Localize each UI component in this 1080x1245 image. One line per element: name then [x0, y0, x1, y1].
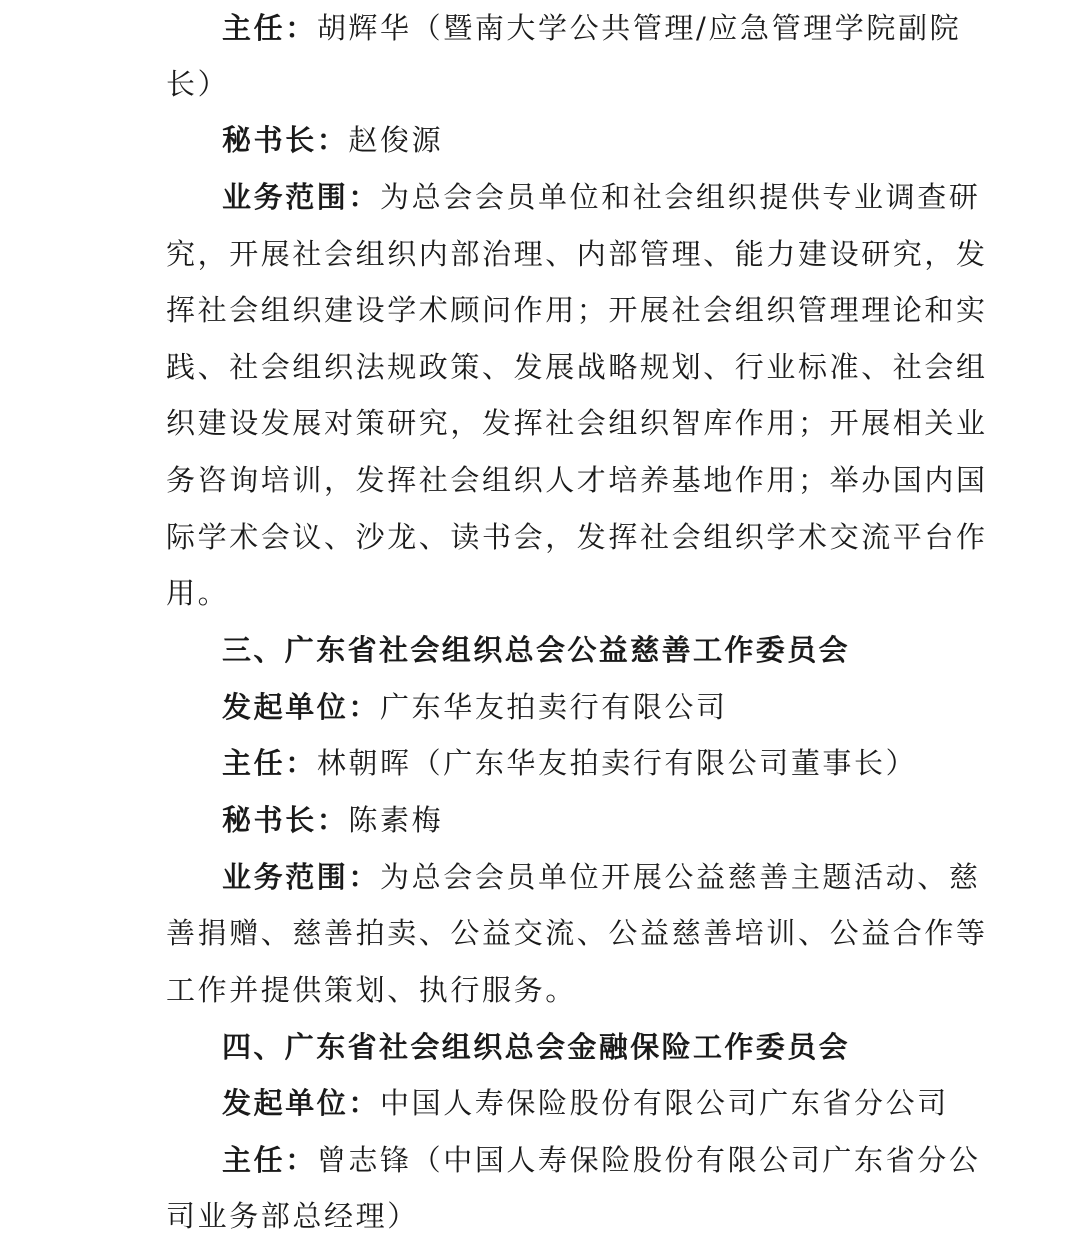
director-label: 主任： [222, 746, 317, 780]
section2-scope-line-6: 务咨询培训，发挥社会组织人才培养基地作用；举办国内国 [166, 463, 988, 497]
section3-heading: 三、广东省社会组织总会公益慈善工作委员会 [222, 633, 851, 667]
scope-label: 业务范围： [222, 180, 381, 214]
section2-secretary-line [222, 111, 926, 169]
secretary-value: 赵俊源 [348, 123, 444, 157]
section3-director-line [222, 734, 926, 792]
section2-scope-line [222, 168, 981, 226]
section4-director-line [222, 1131, 981, 1189]
section2-scope-line-4: 践、社会组织法规政策、发展战略规划、行业标准、社会组 [166, 350, 988, 384]
section4-initiator-line [222, 1074, 949, 1132]
initiator-label: 发起单位： [222, 1086, 381, 1120]
section2-scope-line-8: 用。 [166, 576, 230, 610]
section2-scope-line-2: 究，开展社会组织内部治理、内部管理、能力建设研究，发 [166, 237, 988, 271]
secretary-value: 陈素梅 [348, 803, 444, 837]
director-value: 林朝晖（广东华友拍卖行有限公司董事长） [316, 746, 918, 780]
section2-scope-line-3: 挥社会组织建设学术顾问作用；开展社会组织管理理论和实 [166, 293, 988, 327]
scope-text: 为总会会员单位开展公益慈善主题活动、慈 [380, 860, 981, 894]
section3-scope-line-3: 工作并提供策划、执行服务。 [166, 973, 577, 1007]
director-label: 主任： [222, 1143, 317, 1177]
secretary-label: 秘书长： [222, 803, 349, 837]
section3-scope-line-2: 善捐赠、慈善拍卖、公益交流、公益慈善培训、公益合作等 [166, 916, 988, 950]
section2-director-line-continued: 长） [166, 67, 230, 101]
section3-scope-line [222, 848, 981, 906]
initiator-value: 中国人寿保险股份有限公司广东省分公司 [380, 1086, 949, 1120]
scope-text: 为总会会员单位和社会组织提供专业调查研 [380, 180, 981, 214]
scope-label: 业务范围： [222, 860, 381, 894]
initiator-label: 发起单位： [222, 690, 381, 724]
director-value: 胡辉华（暨南大学公共管理/应急管理学院副院 [316, 11, 962, 45]
director-value: 曾志锋（中国人寿保险股份有限公司广东省分公 [316, 1143, 981, 1177]
section2-scope-line-7: 际学术会议、沙龙、读书会，发挥社会组织学术交流平台作 [166, 520, 988, 554]
section4-director-line-continued: 司业务部总经理） [166, 1199, 419, 1233]
director-label: 主任： [222, 11, 317, 45]
secretary-label: 秘书长： [222, 123, 349, 157]
initiator-value: 广东华友拍卖行有限公司 [380, 690, 728, 724]
section3-secretary-line [222, 791, 926, 849]
section3-initiator-line [222, 678, 926, 736]
section2-director-line [222, 0, 962, 57]
section4-heading: 四、广东省社会组织总会金融保险工作委员会 [222, 1030, 851, 1064]
section2-scope-line-5: 织建设发展对策研究，发挥社会组织智库作用；开展相关业 [166, 406, 988, 440]
